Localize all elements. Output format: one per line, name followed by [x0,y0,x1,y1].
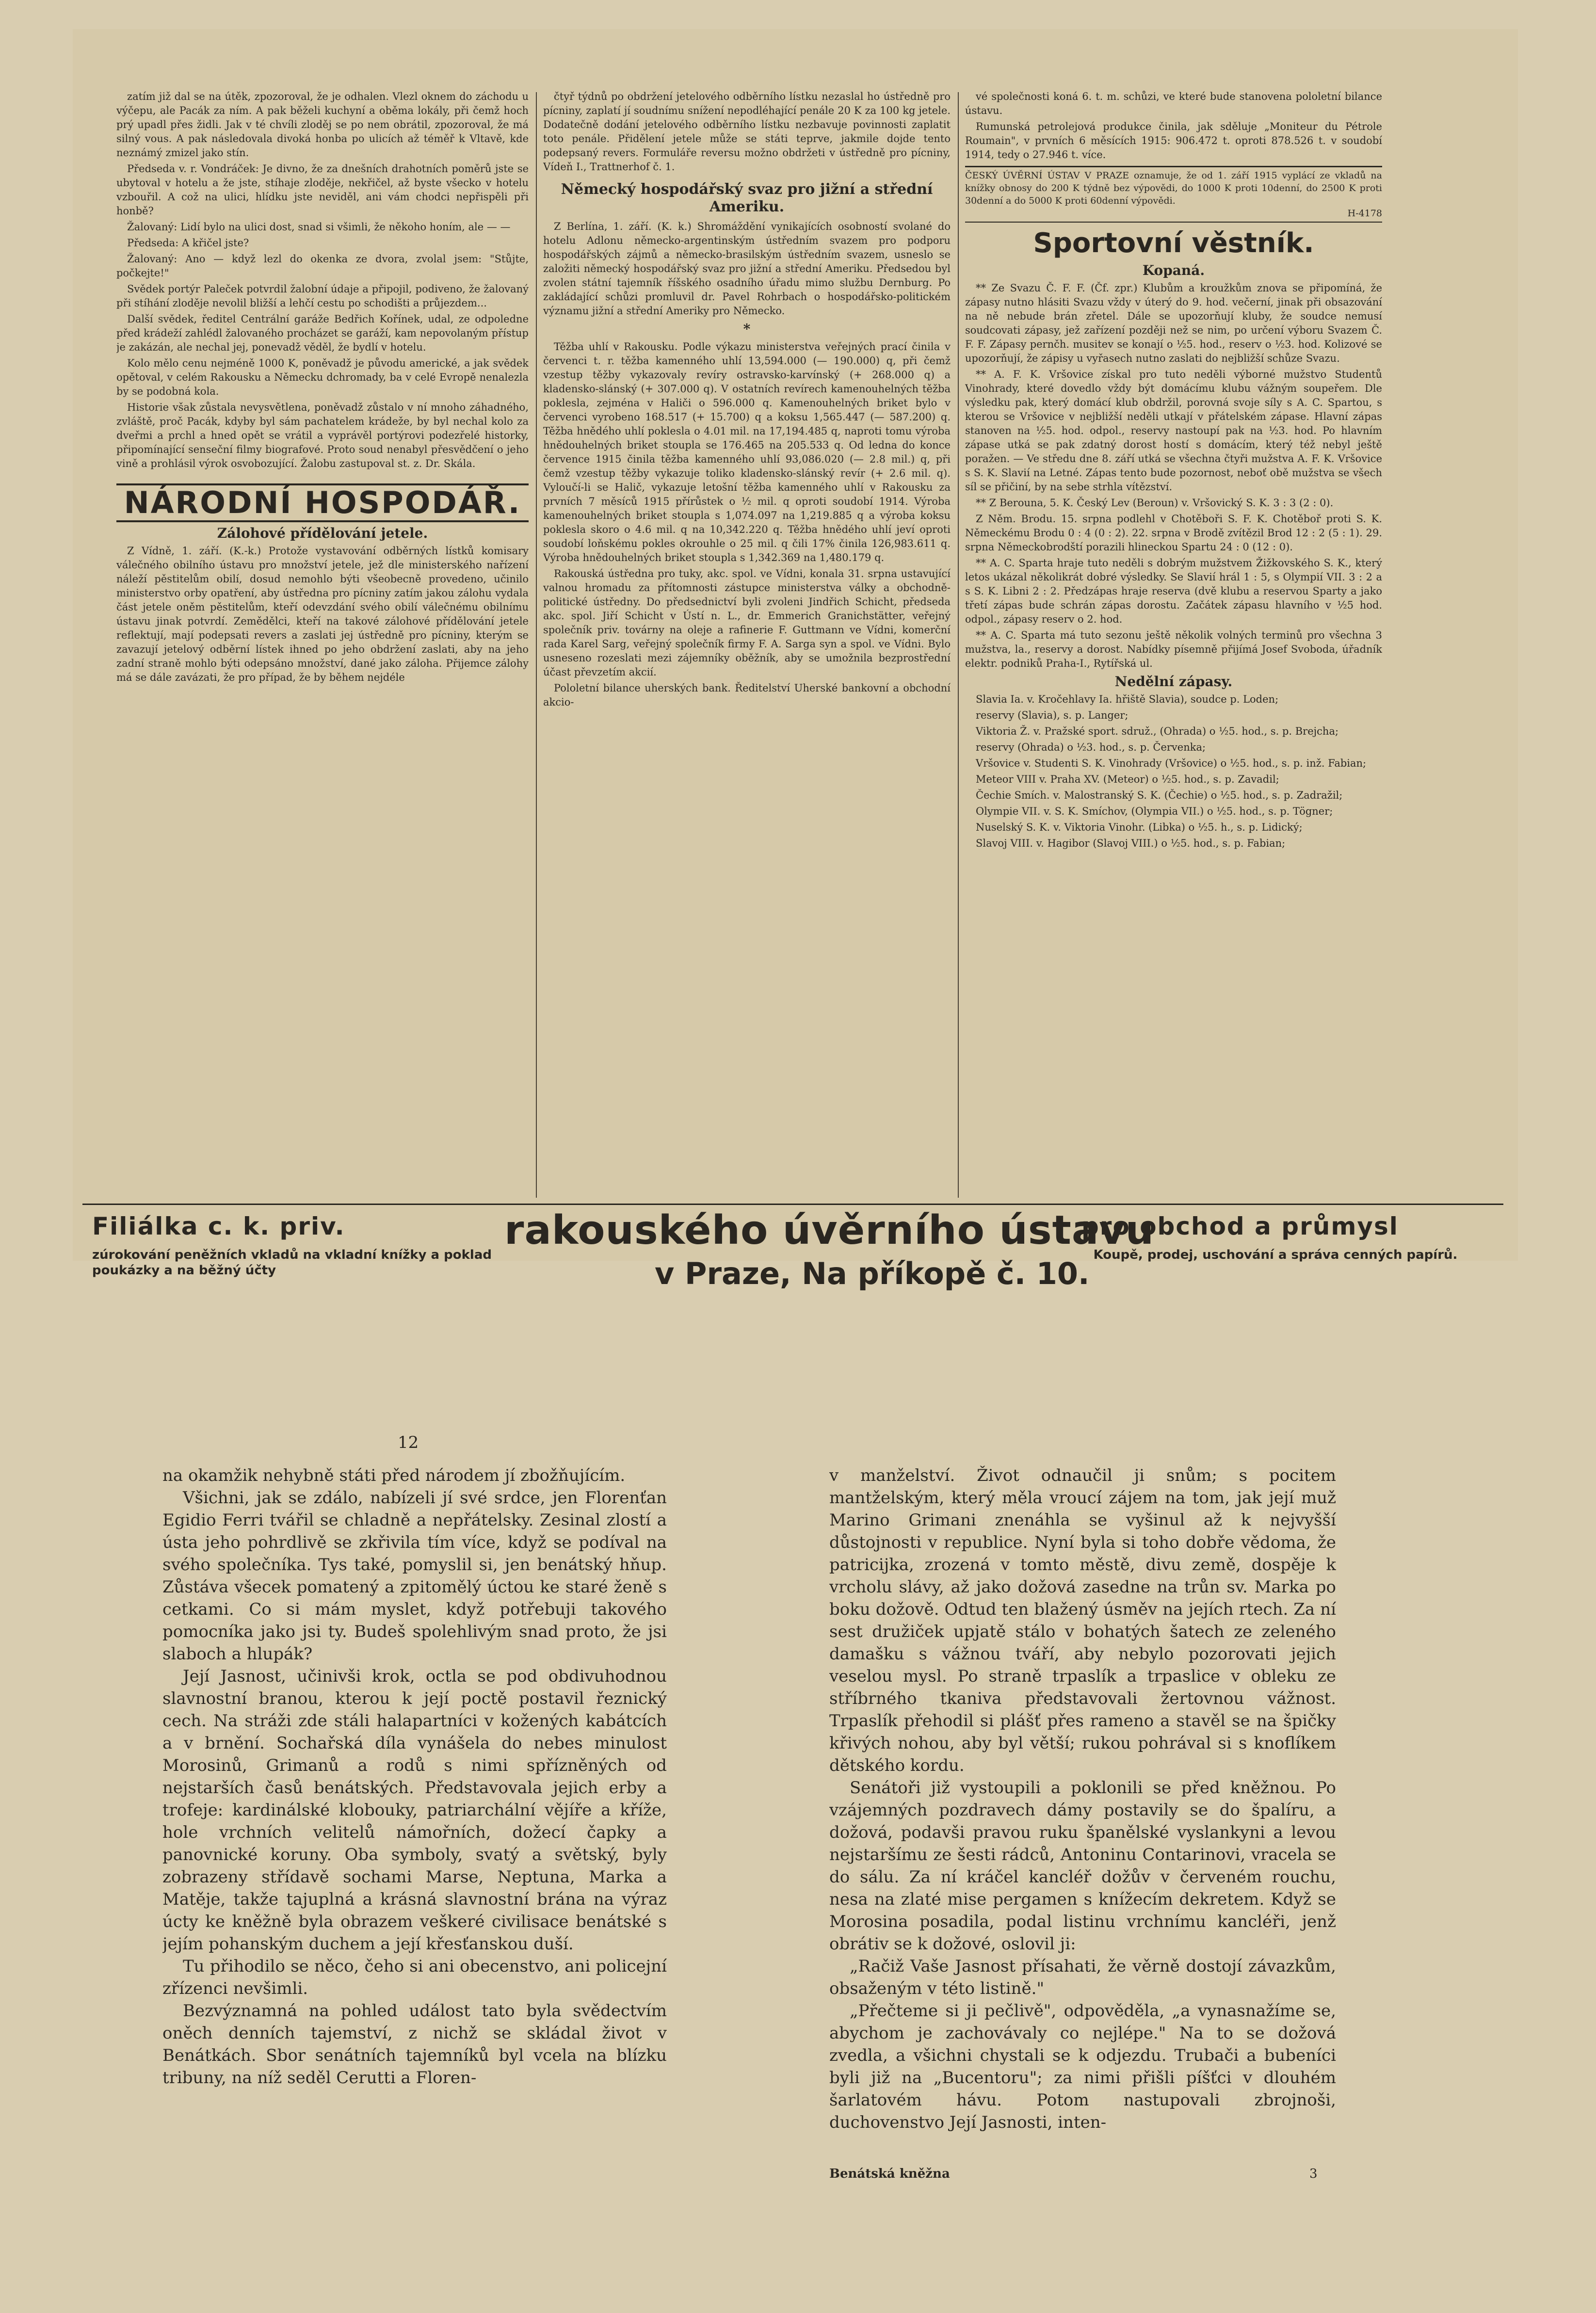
section-heading-sportovni-vestnik: Sportovní věstník. [1033,227,1314,259]
book-paragraph: Všichni, jak se zdálo, nabízeli jí své srdce, jen Florenťan Egidio Ferri tvářil se chladně a nepřátelsky. Zesinal zlostí a ústa jeho pohrdlivě se zkřivila tím více, když se podíval na svého společníka. Tys také, pomyslil si, jen benátský hňup. Zůstáva všecek pomatený a zpitomělý úctou ke staré ženě s cetkami. Co si mám myslet, když potřebuji takového pomocníka jako jsi ty. Budeš spolehlivým snad proto, že jsi slaboch a hlupák? [162,1488,667,1664]
paragraph: Další svědek, ředitel Centrální garáže Bedřich Kořínek, udal, ze odpoledne před krádeží zahlédl žalovaného procházet se garáží, kam nepovolaným přístup je zakázán, ale nechal jej, ponevadž věděl, že bydlí v hotelu. [116,313,529,353]
paragraph: Předseda v. r. Vondráček: Je divno, že za dnešních drahotních poměrů jste se ubytoval v hotelu a že jste, stíhaje zloděje, nekřičel, až byste všecko v hotelu vzbouřil. A což na ulici, hlídku jste neviděl, ani vám chodci nepřispěli při honbě? [116,163,529,217]
match-listing: Slavia Ia. v. Kročehlavy Ia. hřiště Slavia), soudce p. Loden; [976,693,1279,705]
match-listing: Viktoria Ž. v. Pražské sport. sdruž., (Ohrada) o ½5. hod., s. p. Brejcha; [976,725,1339,737]
paragraph: Rumunská petrolejová produkce činila, jak sděluje „Moniteur du Pétrole Roumain", v prvních 6 měsících 1915: 906.472 t. oproti 878.526 t. v soudobí 1914, tedy o 27.946 t. více. [965,121,1382,161]
column-divider [536,92,537,1198]
banner-center-title: rakouského úvěrního ústavu [504,1207,1155,1253]
paragraph: Rakouská ústředna pro tuky, akc. spol. ve Vídni, konala 31. srpna ustavující valnou hromadu za přítomnosti zástupce ministerstva války a obchodně-politické ústředny. Do předsednictví byli zvoleni Jindřich Schicht, předseda akc. spol. Jiří Schicht v Ústí n. L., dr. Emmerich Granichstätter, veřejný společník priv. továrny na oleje a rafinerie F. Guttmann ve Vídni, komerční rada Karel Sarg, veřejný společník firmy F. A. Sarga syn a spol. ve Vídni. Bylo usneseno rozeslati mezi zájemníky oběžník, aby se umožnila bezprostřední účast převzetím akcií. [543,568,951,678]
newspaper-column-3 [965,90,1382,1200]
column-1-paragraphs [116,90,529,471]
sport-subheading-nedelni-zapasy: Nedělní zápasy. [1114,674,1233,690]
book-paragraph: v manželství. Život odnaučil ji snům; s pocitem mantželským, který měla vroucí zájem na tom, jak její muž Marino Grimani znenáhla se vyšinul až k nejvyšší důstojnosti v republice. Nyní byla si toho dobře vědoma, že patricijka, zrozená v tomto městě, divu země, dospěje k vrcholu slávy, až jako dožová zasedne na trůn sv. Marka po boku dožově. Odtud ten blažený úsměv na jejích rtech. Za ní sest družiček upjatě stálo v bohatých šatech ze zeleného damašku s vážnou tváří, aby nebylo pozorovati jejich veselou mysl. Po straně trpaslík a trpaslice v obleku ze stříbrného tkaniva představovali žertovnou vážnost. Trpaslík přehodil si plášť přes rameno a stavěl se na špičky křivých nohou, aby byl větší; rukou pohrával si s knoflíkem dětského kordu. [829,1466,1336,1775]
paragraph: Kolo mělo cenu nejméně 1000 K, poněvadž je původu americké, a jak svědek opětoval, v celém Rakousku a Německu dchromady, ba v celé Evropě nenalezla by se podobná kola. [116,357,529,397]
banner-left-title: Filiálka c. k. priv. [92,1212,345,1240]
column-2-paragraphs [543,90,951,174]
column-1-article [116,544,529,685]
paragraph: Z Něm. Brodu. 15. srpna podlehl v Chotěboři S. F. K. Chotěboř proti S. K. Německému Brodu 0 : 4 (0 : 2). 22. srpna v Brodě zvítězil Brod 12 : 2 (5 : 1). 29. srpna Německobrodští porazili hlineckou Spartu 24 : 0 (12 : 0). [965,513,1382,553]
separator-star: * [743,321,751,337]
paragraph: čtyř týdnů po obdržení jetelového odběrního lístku nezaslal ho ústředně pro pícniny, zaplatí jí soudnímu snížení nepodléhající penále 20 K za 100 kg jetele. Dodatečně dodání jetelového odběrního lístku nezbavuje povinnosti zaplatit toto penále. Přidělení jetele může se státi teprve, jakmile dojde tento podepsaný revers. Formuláře reversu možno obdržeti v ústředně pro pícniny, Vídeň I., Trattnerhof č. 1. [543,91,951,173]
match-listing: Slavoj VIII. v. Hagibor (Slavoj VIII.) o ½5. hod., s. p. Fabian; [976,837,1286,849]
book-right-paragraphs [829,1464,1336,2134]
page-number: 12 [398,1433,419,1452]
paragraph: ** A. C. Sparta hraje tuto neděli s dobrým mužstvem Žižkovského S. K., který letos ukázal několikrát dobré výsledky. Se Slavií hrál 1 : 5, s Olympií VII. 3 : 2 a s S. K. Libni 2 : 2. Předzápas hraje reserva (dvě klubu a reservou Sparty a jako třetí zápas bude schrán zápas dorostu. Začátek zápasu hlavního v ½5 hod. odpol., zápasy reserv o 2. hod. [965,557,1382,625]
match-listing: reservy (Slavia), s. p. Langer; [976,709,1128,721]
paragraph: Historie však zůstala nevysvětlena, poněvadž zůstalo v ní mnoho záhadného, zvláště, proč Pacák, kdyby byl sám pachatelem krádeže, by byl nechal kolo za dveřmi a prchl a hned opět se vrátil a vyprávěl portýrovi podezřelé historky, připomínající senseční filmy biografové. Proto soud nenabyl přesvědčení o jeho vině a prohlásil výrok osvobozující. Žalobu zastupoval st. z. Dr. Skála. [116,402,529,469]
newspaper-column-1 [116,90,529,1200]
book-left-paragraphs [162,1464,667,2089]
book-column-left [162,1464,667,2182]
newspaper-column-2 [543,90,951,1200]
paragraph: Předseda: A křičel jste? [127,237,249,249]
paragraph: ** A. C. Sparta má tuto sezonu ještě několik volných terminů pro všechna 3 mužstva, la., reservy a dorost. Nabídky písemně přijímá Josef Svoboda, úřadník elektr. podniků Praha-I., Rytířská ul. [965,629,1382,669]
match-listing: Olympie VII. v. S. K. Smíchov, (Olympia VII.) o ½5. hod., s. p. Tögner; [976,805,1333,817]
paragraph: Žalovaný: Lidí bylo na ulici dost, snad si všimli, že někoho honím, ale — — [127,221,511,233]
paragraph: ** Ze Svazu Č. F. F. (Čf. zpr.) Klubům a kroužkům znova se připomíná, že zápasy nutno hlásiti Svazu vždy v úterý do 9. hod. večerní, jinak při obsazování na ně nebude brán zřetel. Dále se upozorňují kluby, že soudce nemusí soudcovati zápasy, jež zařízení později než se nim, po určení výboru Svazem Č. F. F. Zápasy pernčh. musitev se konají o ½5. hod., reserv o ½3. hod. Kolizové se upozorňují, že zápisy u vyřasech nutno zaslati do nejbližší schůze Svazu. [965,282,1382,364]
section-heading-narodni-hospodar: NÁRODNÍ HOSPODÁŘ. [116,483,529,522]
match-listing: Meteor VIII v. Praha XV. (Meteor) o ½5. hod., s. p. Zavadil; [976,773,1279,785]
paragraph: Z Vídně, 1. září. (K.-k.) Protože vystavování odběrných lístků komisary válečného obilního ústavu pro množství jetele, jež dle ministerského nařízení náleží pěstitelům obilí, dosud nemohlo býti všeobecně provedeno, učinilo ministerstvo orby opatření, aby ústředna pro pícniny zatím jakou zálohu vydala část jetele oněm pěstitelům, kteří odevzdání svého obilí válečnému obilnímu ústavu jinak potvrdí. Zemědělci, kteří na takové zálohové přídělování jetele reflektují, mají podepsati revers a zaslati jej ústředně pro pícniny, kterým se zavazují jetelový odběrní lístek ihned po jeho obdržení zaslati, aby na jeho zadní straně mohlo býti odepsáno množství, dané jako záloha. Přijemce zálohy má se dále zavázati, že pro případ, že by během nejdéle [116,545,529,683]
book-paragraph: Bezvýznamná na pohled událost tato byla svědectvím oněch denních tajemství, z nichž se skládal život v Benátkách. Sbor senátních tajemníků byl vcela na blízku tribuny, na níž seděl Cerutti a Floren- [162,2001,667,2088]
column-2-article-2 [543,340,951,709]
paragraph: zatím již dal se na útěk, zpozoroval, že je odhalen. Vlezl oknem do záchodu u výčepu, ale Pacák za ním. A pak běželi kuchyní a oběma lokály, při čemž hoch prý upadl přes židli. Jak v té chvíli zloděj se po nem obrátil, zpozoroval, že má silný vous. A pak následovala divoká honba po ulicích až téměř k Vltavě, kde neznámý zmizel jako stín. [116,91,529,159]
book-footer-signature: 3 [1309,2167,1318,2181]
column-3-sport-news [965,281,1382,671]
book-paragraph: Její Jasnost, učinivši krok, octla se pod obdivuhodnou slavnostní branou, kterou k její poctě postavil řeznický cech. Na stráži zde stáli halapartníci v kožených kabátcích a v brnění. Sochařská díla vynášela do nebes minulost Morosinů, Grimanů a rodů s nimi spřízněných od nejstarších časů benátských. Představovala jejich erby a trofeje: kardinálské klobouky, patriarchální vějíře a kříže, hole vrchních velitelů námořních, dožecí čapky a panovnické koruny. Oba symboly, svatý a světský, byly zobrazeny střídavě sochami Marse, Neptuna, Marka a Matěje, takže tajuplná a krásná slavnostní brána na výraz úcty ke kněžně byla obrazem veškeré civilisace benátské s jejím pohanským duchem a její křesťanskou duší. [162,1667,667,1954]
book-paragraph: Tu přihodilo se něco, čeho si ani obecenstvo, ani policejní zřízenci nevšimli. [162,1957,667,1998]
banner-right-subtitle: Koupě, prodej, uschování a správa cenných papírů. [1093,1248,1458,1262]
sport-subheading-kopana: Kopaná. [1142,262,1205,278]
paragraph: vé společnosti koná 6. t. m. schůzi, ve které bude stanovena pololetní bilance ústavu. [965,91,1382,116]
bank-notice-mark: H-4178 [1347,208,1382,219]
bank-notice [965,166,1382,223]
paragraph: Z Berlína, 1. září. (K. k.) Shromáždění vynikajících osobností svolané do hotelu Adlonu německo-argentinským ústředním svazem pro podporu hospodářských zájmů a německo-brasilským ústředním svazem, usneslo se založiti německý hospodářský svaz pro jižní a střední Ameriku. Předsedou byl zvolen státní tajemník říšského osadního úřadu mimo službu Dernburg. Po zakládající schůzi promluvil dr. Pavel Rohrbach o hospodářsko-politickém významu jižní a střední Ameriky pro Německo. [543,221,951,317]
bank-notice-text: ČESKÝ ÚVĚRNÍ ÚSTAV V PRAZE oznamuje, že od 1. září 1915 vyplácí ze vkladů na knížky obnosy do 200 K týdně bez výpovědi, do 1000 K proti 10denní, do 2500 K proti 30denní a do 5000 K proti 60denní výpovědi. [965,170,1382,206]
match-listing: Nuselský S. K. v. Viktoria Vinohr. (Libka) o ½5. h., s. p. Lidický; [976,821,1303,833]
column-divider [958,92,959,1198]
paragraph: ** Z Berouna, 5. K. Český Lev (Beroun) v. Vršovický S. K. 3 : 3 (2 : 0). [976,497,1334,509]
paragraph: Žalovaný: Ano — když lezl do okenka ze dvora, zvolal jsem: "Stůjte, počkejte!" [116,253,529,279]
article-heading-nemecky-svaz: Německý hospodářský svaz pro jižní a střední Ameriku. [561,181,933,215]
bank-advertisement-banner [82,1207,1503,1295]
paragraph: Těžba uhlí v Rakousku. Podle výkazu ministerstva veřejných prací činila v červenci t. r. těžba kamenného uhlí 13,594.000 (— 190.000) q, při čemž vzestup těžby vykazovaly revíry ostravsko-karvínský (+ 268.000 q) a kladensko-slánský (+ 307.000 q). V ostatních revírech kamenouhelných těžba poklesla, zejména v Haliči o 596.000 q. Kamenouhelných briket bylo v červenci vyrobeno 168.517 (+ 15.700) q a koksu 1,565.447 (— 587.200) q. Těžba hnědého uhlí poklesla o 4.01 mil. na 17,194.485 q, naproti tomu výroba hnědouhelných briket stoupla se 176.465 na 205.533 q. Od ledna do konce července 1915 činila těžba kamenného uhlí 93,086.020 (— 2.8 mil.) q, při čemž vzestup těžby vykazuje toliko kladensko-slánský revír (+ 2.6 mil. q). Vyloučí-li se Halič, vykazuje letošní těžba kamenného uhlí v Rakousku za prvních 7 měsíců 1915 přírůstek o ½ mil. q oproti soudobí 1914. Výroba kamenouhelných briket stoupla s 1,074.097 na 1,219.885 q a výroba koksu poklesla skoro o 4.6 mil. q na 10,342.220 q. Těžba hnědého uhlí jeví oproti soudobí loňskému pokles okrouhle o 25 mil. q čili 17% činila 126,983.611 q. Výroba hnědouhelných briket stoupla s 1,342.369 na 1,480.179 q. [543,341,951,563]
book-paragraph: „Račiž Vaše Jasnost přísahati, že věrně dostojí závazkům, obsaženým v této listině." [829,1957,1336,1998]
banner-left-subtitle: zúrokování peněžních vkladů na vkladní knížky a poklad poukázky a na běžný účty [92,1248,492,1278]
column-3-sunday-matches [965,692,1382,851]
banner-right-title: pro obchod a průmysl [1081,1212,1399,1240]
book-paragraph: na okamžik nehybně státi před národem jí zbožňujícím. [162,1466,626,1485]
banner-top-rule [82,1204,1503,1205]
banner-center-subtitle: v Praze, Na příkopě č. 10. [655,1256,1090,1291]
match-listing: reservy (Ohrada) o ½3. hod., s. p. Červenka; [976,741,1206,753]
paragraph: Svědek portýr Paleček potvrdil žalobní údaje a připojil, podiveno, že žalovaný při stíhání zloděje nevolil bližší a lehčí cestu po schodišti a průjezdem... [116,283,529,309]
paragraph: Pololetní bilance uherských bank. Ředitelství Uherské bankovní a obchodní akcio- [543,682,951,708]
match-listing: Čechie Smích. v. Malostranský S. K. (Čechie) o ½5. hod., s. p. Zadražil; [976,789,1343,801]
article-heading-zalohove: Zálohové přídělování jetele. [217,525,428,541]
match-listing: Vršovice v. Studenti S. K. Vinohrady (Vršovice) o ½5. hod., s. p. inž. Fabian; [976,757,1367,769]
book-footer-title: Benátská kněžna [829,2167,950,2181]
book-paragraph: Senátoři již vystoupili a poklonili se před kněžnou. Po vzájemných pozdravech dámy postavily se do špalíru, a dožová, podavši pravou ruku španělské vyslankyni a levou nejstaršímu ze šesti rádců, Antoninu Contarinovi, vracela se do sálu. Za ní kráčel kancléř dožův v červeném rouchu, nesa na zlaté mise pergamen s knížecím dekretem. Když se Morosina posadila, podal listinu vrchnímu kancléři, jenž obrátiv se k dožové, oslovil ji: [829,1778,1336,1954]
book-paragraph: „Přečteme si ji pečlivě", odpověděla, „a vynasnažíme se, abychom je zachovávaly co nejlépe." Na to se dožová zvedla, a všichni chystali se k odjezdu. Trubači a bubeníci byli již na „Bucentoru"; za nimi přišli píšťci v dlouhém šarlatovém hávu. Potom nastupovali zbrojnoši, duchovenstvo Její Jasnosti, inten- [829,2001,1336,2132]
column-2-article-1 [543,220,951,318]
book-column-right [829,1464,1336,2165]
paragraph: ** A. F. K. Vršovice získal pro tuto neděli výborné mužstvo Studentů Vinohrady, které dovedlo vždy být domácímu klubu vážným soupeřem. Dle výsledku pak, který domácí klub obdržil, porovná svoje síly s A. C. Spartou, s kterou se Vršovice v nejbližší neděli utkají v přátelském zápase. Hlavní zápas stanoven na ½5. hod. odpol., reservy nastoupí pak na ½3. hod. Po hlavním zápase utká se pak zdatný dorost hostí s domácím, který též nebyl ještě poražen. — Ve středu dne 8. září utká se všechna čtyři mužstva A. F. K. Vršovice s S. K. Slavií na Letné. Zápas tento bude pozornost, neboť obě mužstva se všech síl se přičiní, by na sebe strhla vítězství. [965,369,1382,493]
column-3-paragraphs [965,90,1382,162]
